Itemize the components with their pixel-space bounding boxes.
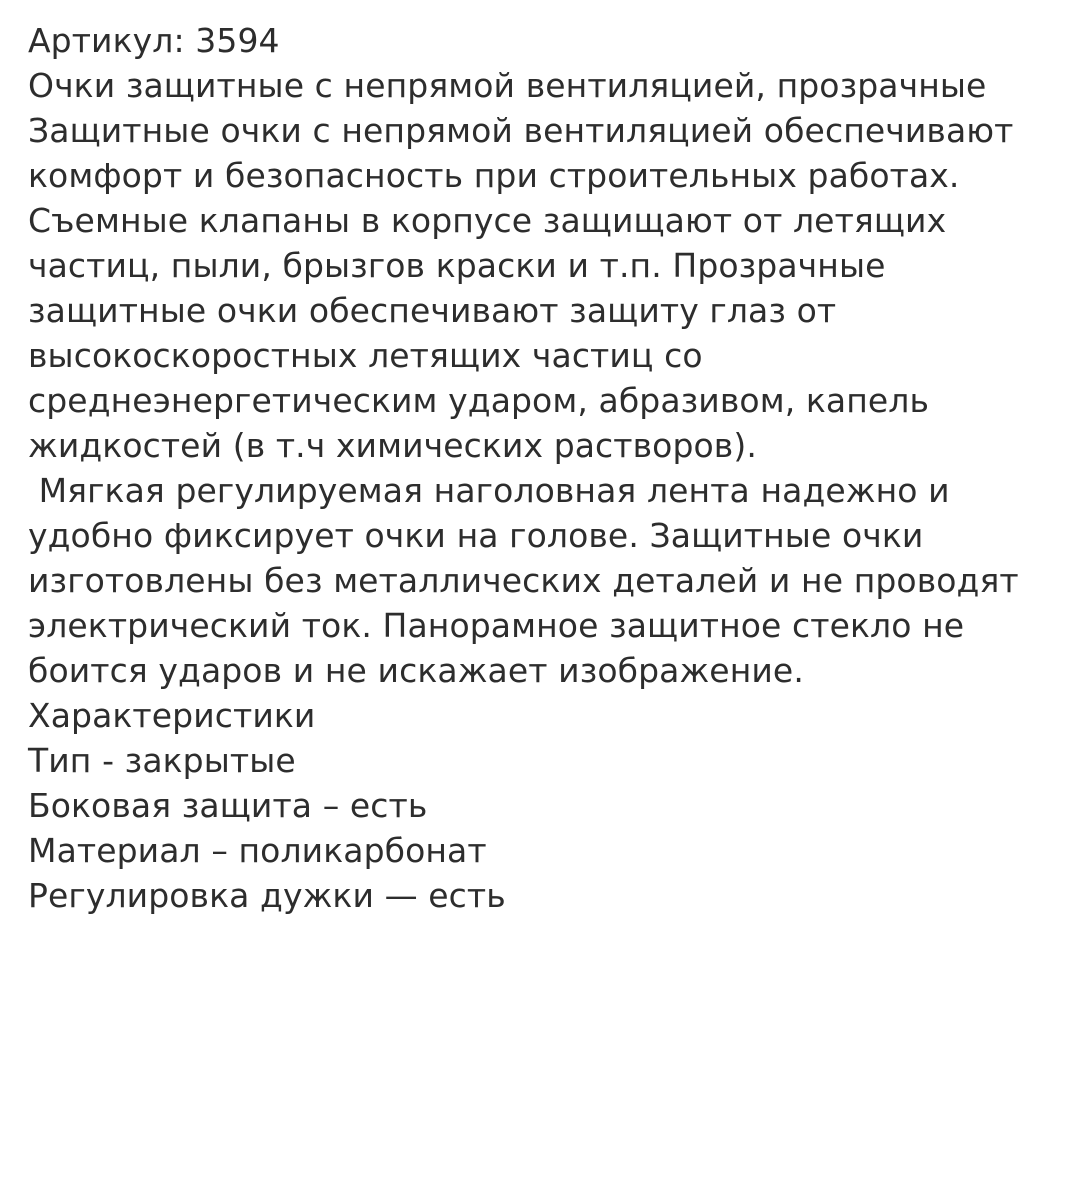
description-paragraph-2: Мягкая регулируемая наголовная лента надежно и удобно фиксирует очки на голове. Защитные очки изготовлены без металлических деталей и не проводят электрический ток. Панорамное защитное стекло не боится ударов и не искажает изображение. [28, 471, 1030, 690]
spec-item-temple-adjustment: Регулировка дужки — есть [28, 876, 506, 915]
spec-item-side-protection: Боковая защита – есть [28, 786, 428, 825]
product-title: Очки защитные с непрямой вентиляцией, прозрачные [28, 66, 987, 105]
spec-item-material: Материал – поликарбонат [28, 831, 487, 870]
spec-item-type: Тип - закрытые [28, 741, 296, 780]
article-number: Артикул: 3594 [28, 21, 280, 60]
description-paragraph-1: Защитные очки с непрямой вентиляцией обеспечивают комфорт и безопасность при строительных работах. Съемные клапаны в корпусе защищают от летящих частиц, пыли, брызгов краски и т.п. Прозрачные защитные очки обеспечивают защиту глаз от высокоскоростных летящих частиц со среднеэнергетическим ударом, абразивом, капель жидкостей (в т.ч химических растворов). [28, 111, 1025, 465]
specifications-heading: Характеристики [28, 696, 316, 735]
